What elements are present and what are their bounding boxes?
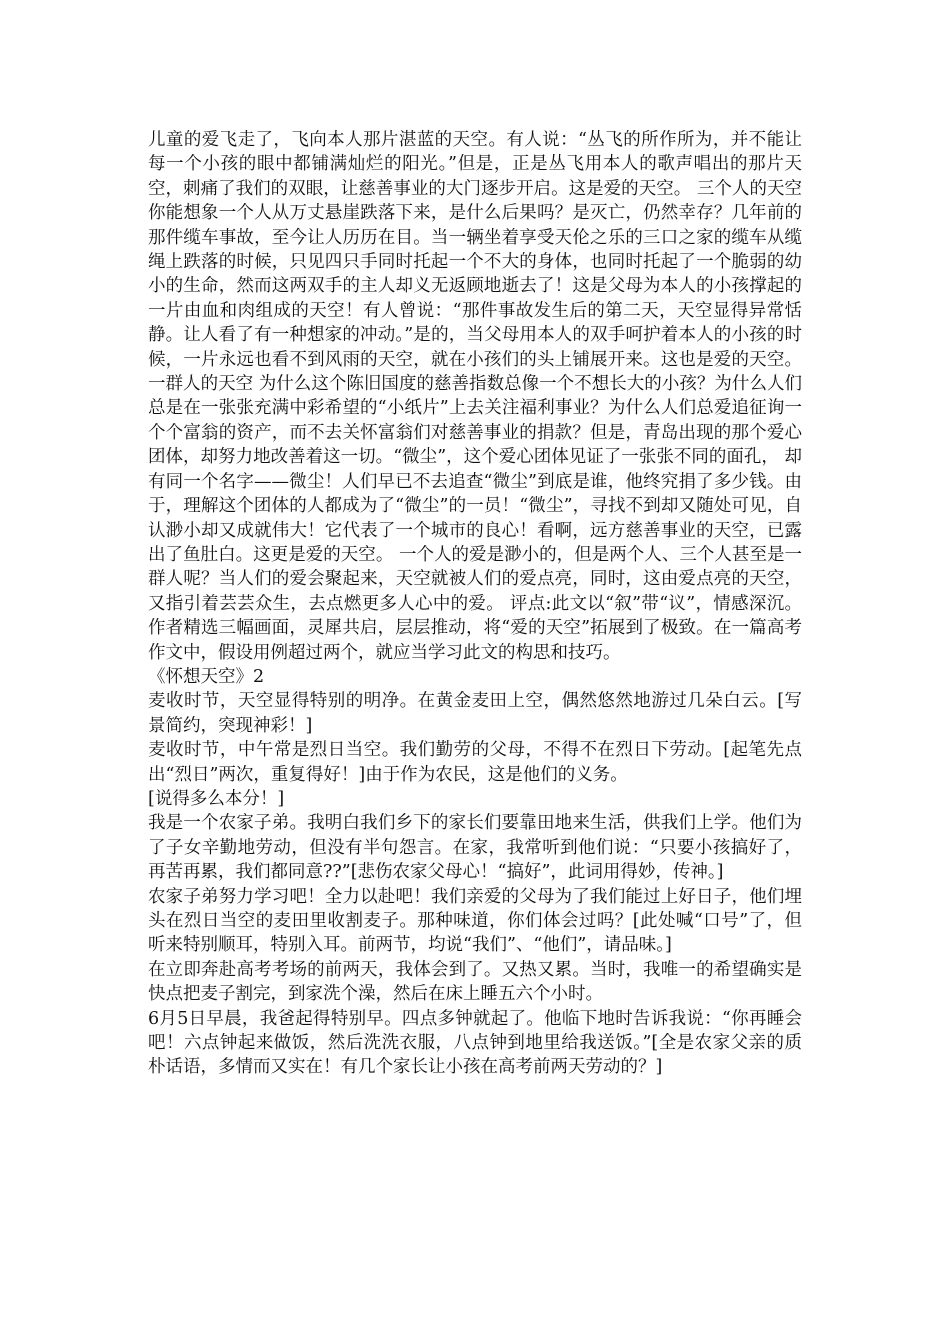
essay-paragraph: 我是一个农家子弟。我明白我们乡下的家长们要靠田地来生活，供我们上学。他们为了子女辛勤地劳动，但没有半句怨言。在家，我常听到他们说：“只要小孩搞好了，再苦再累，我们都同意??”[悲伤农家父母心！“搞好”，此词用得妙，传神。] <box>148 813 802 883</box>
essay-paragraph: 麦收时节，中午常是烈日当空。我们勤劳的父母，不得不在烈日下劳动。[起笔先点出“烈日”两次，重复得好！]由于作为农民，这是他们的义务。 <box>148 740 802 785</box>
essay-paragraph: 儿童的爱飞走了，飞向本人那片湛蓝的天空。有人说：“丛飞的所作所为，并不能让每一个小孩的眼中都铺满灿烂的阳光。”但是，正是丛飞用本人的歌声唱出的那片天空，刺痛了我们的双眼，让慈善事业的大门逐步开启。这是爱的天空。 三个人的天空 你能想象一个人从万丈悬崖跌落下来，是什么后果吗？是灭亡，仍然幸存？几年前的那件缆车事故，至今让人历历在目。当一辆坐着享受天伦之乐的三口之家的缆车从缆绳上跌落的时候，只见四只手同时托起一个不大的身体，也同时托起了一个脆弱的幼小的生命，然而这两双手的主人却义无返顾地逝去了！这是父母为本人的小孩撑起的一片由血和肉组成的天空！有人曾说：“那件事故发生后的第二天，天空显得异常恬静。让人看了有一种想家的冲动。”是的，当父母用本人的双手呵护着本人的小孩的时候，一片永远也看不到风雨的天空，就在小孩们的头上铺展开来。这也是爱的天空。 一群人的天空 为什么这个陈旧国度的慈善指数总像一个不想长大的小孩？为什么人们总是在一张张充满中彩希望的“小纸片”上去关注福利事业？为什么人们总爱追征询一个个富翁的资产，而不去关怀富翁们对慈善事业的捐款？但是，青岛出现的那个爱心团体，却努力地改善着这一切。“微尘”，这个爱心团体见证了一张张不同的面孔， 却有同一个名字——微尘！人们早已不去追查“微尘”到底是谁，他终究捐了多少钱。由于，理解这个团体的人都成为了“微尘”的一员！“微尘”，寻找不到却又随处可见，自认渺小却又成就伟大！它代表了一个城市的良心！看啊，远方慈善事业的天空，已露出了鱼肚白。这更是爱的天空。 一个人的爱是渺小的，但是两个人、三个人甚至是一群人呢？当人们的爱会聚起来，天空就被人们的爱点亮，同时，这由爱点亮的天空，又指引着芸芸众生，去点燃更多人心中的爱。 评点:此文以“叙”带“议”，情感深沉。作者精选三幅画面，灵犀共启，层层推动，将“爱的天空”拓展到了极致。在一篇高考作文中，假设用例超过两个，就应当学习此文的构思和技巧。 <box>148 130 802 663</box>
essay-comment: [说得多么本分！] <box>148 788 285 809</box>
essay-paragraph: 6月5日早晨，我爸起得特别早。四点多钟就起了。他临下地时告诉我说：“你再睡会吧！六点钟起来做饭，然后洗洗衣服，八点钟到地里给我送饭。”[全是农家父亲的质朴话语，多情而又实在！有几个家长让小孩在高考前两天劳动的？] <box>148 1008 802 1078</box>
essay-paragraph: 麦收时节，天空显得特别的明净。在黄金麦田上空，偶然悠然地游过几朵白云。[写景简约，突现神彩！] <box>148 691 802 736</box>
essay-paragraph: 在立即奔赴高考考场的前两天，我体会到了。又热又累。当时，我唯一的希望确实是快点把麦子割完，到家洗个澡，然后在床上睡五六个小时。 <box>148 959 802 1005</box>
essay-paragraph: 农家子弟努力学习吧！全力以赴吧！我们亲爱的父母为了我们能过上好日子，他们埋头在烈日当空的麦田里收割麦子。那种味道，你们体会过吗？[此处喊“口号”了，但听来特别顺耳，特别入耳。前两节，均说“我们”、“他们”，请品味。] <box>148 886 802 956</box>
document-page <box>148 128 802 1080</box>
essay-title: 《怀想天空》2 <box>148 666 265 687</box>
